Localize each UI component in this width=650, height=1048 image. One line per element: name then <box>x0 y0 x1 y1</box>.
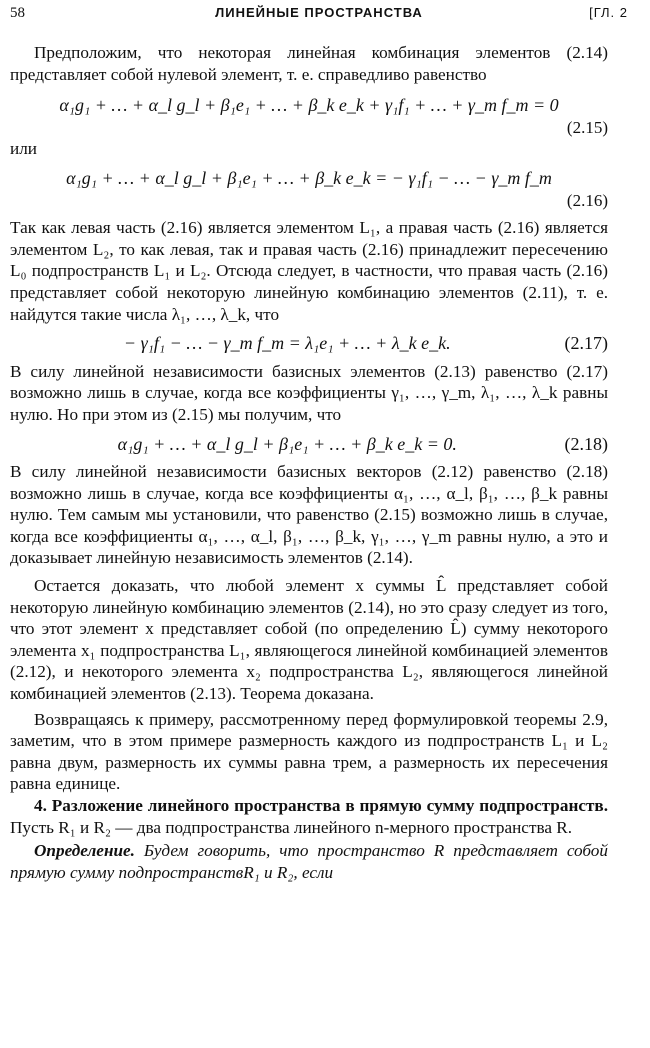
equation-2-17 <box>10 333 608 355</box>
section-text: Пусть R₁ и R₂ — два подпространства линейного n-мерного пространства R. <box>10 817 573 837</box>
paragraph-4: В силу линейной независимости базисных векторов (2.12) равенство (2.18) возможно лишь в случае, когда все коэффициенты α₁, …, α_l, β₁, …, β_k равны нулю. Тем самым мы установили, что равенство (2.15) возможно лишь в случае, когда все коэффициенты α₁, …, α_l, β₁, …, β_k, γ₁, …, γ_m равны нулю, а это и доказывает линейную независимость элементов (2.14). <box>10 462 608 568</box>
paragraph-7 <box>10 795 608 838</box>
equation-2-18-tag: (2.18) <box>564 433 608 454</box>
page-body <box>10 42 608 883</box>
running-title: ЛИНЕЙНЫЕ ПРОСТРАНСТВА <box>215 5 423 20</box>
definition-heading: Определение. <box>34 841 135 861</box>
page-number: 58 <box>10 5 25 21</box>
equation-2-18 <box>10 434 608 456</box>
equation-2-16 <box>10 168 608 190</box>
paragraph-5: Остается доказать, что любой элемент x суммы L̂ представляет собой некоторую линейную комбинацию элементов (2.14), но это сразу следует из того, что этот элемент x представляет собой (по определению L̂) сумму некоторого элемента x₁ подпространства L₁, являющегося линейной комбинацией элементов (2.12), и некоторого элемента x₂ подпространства L₂, являющегося линейной комбинацией элементов (2.13). Теорема доказана. <box>10 576 608 704</box>
word-or: или <box>10 139 37 159</box>
paragraph-6: Возвращаясь к примеру, рассмотренному перед формулировкой теоремы 2.9, заметим, что в этом примере размерность каждого из подпространств L₁ и L₂ равна двум, размерность их суммы равна трем, а размерность их пересечения равна единице. <box>10 709 608 794</box>
page-header <box>10 0 628 26</box>
equation-2-16-formula: α₁g₁ + … + α_l g_l + β₁e₁ + … + β_k e_k = − γ₁f₁ − … − γ_m f_m <box>66 167 552 188</box>
equation-2-17-tag: (2.17) <box>564 333 608 354</box>
equation-2-15-formula: α₁g₁ + … + α_l g_l + β₁e₁ + … + β_k e_k + γ₁f₁ + … + γ_m f_m = 0 <box>59 95 559 116</box>
equation-2-18-formula: α₁g₁ + … + α_l g_l + β₁e₁ + … + β_k e_k = 0. <box>117 433 457 454</box>
section-heading: 4. Разложение линейного пространства в прямую сумму подпространств. <box>34 796 608 815</box>
paragraph-8 <box>10 840 608 883</box>
chapter-label: [ГЛ. 2 <box>589 5 628 20</box>
paragraph-1: Предположим, что некоторая линейная комбинация элементов (2.14) представляет собой нулевой элемент, т. е. справедливо равенство <box>10 43 608 84</box>
paragraph-3: В силу линейной независимости базисных элементов (2.13) равенство (2.17) возможно лишь в случае, когда все коэффициенты γ₁, …, γ_m, λ₁, …, λ_k равны нулю. Но при этом из (2.15) мы получим, что <box>10 361 608 424</box>
definition-text: Будем говорить, что пространство R представляет собой прямую сумму подпространствR₁ и R₂, если <box>10 841 608 882</box>
equation-2-15-tag: (2.15) <box>566 117 608 137</box>
equation-2-16-tag: (2.16) <box>566 190 608 210</box>
paragraph-2: Так как левая часть (2.16) является элементом L₁, а правая часть (2.16) является элементом L₂, то как левая, так и правая часть (2.16) принадлежит пересечению L₀ подпространств L₁ и L₂. Отсюда следует, в частности, что правая часть (2.16) представляет собой некоторую линейную комбинацию элементов (2.11), т. е. найдутся такие числа λ₁, …, λ_k, что <box>10 218 608 324</box>
equation-2-17-formula: − γ₁f₁ − … − γ_m f_m = λ₁e₁ + … + λ_k e_k. <box>123 333 451 354</box>
equation-2-15 <box>10 95 608 117</box>
